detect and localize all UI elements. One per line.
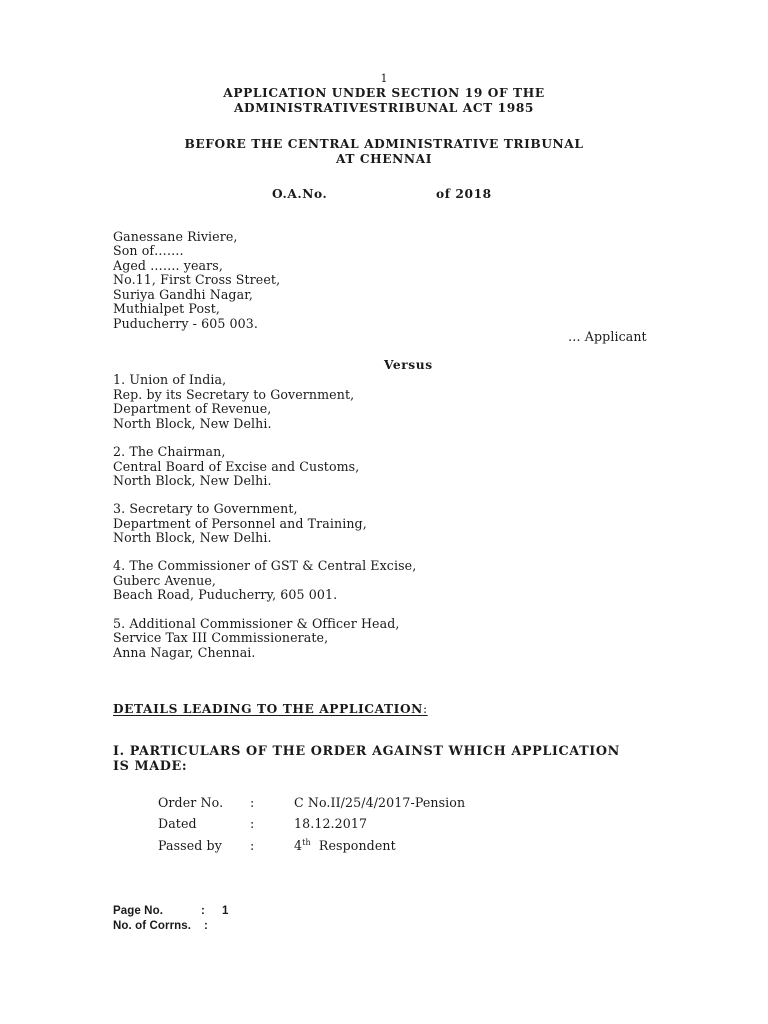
oa-number-label: O.A.No. [272, 187, 328, 201]
applicant-line: Muthialpet Post, [113, 301, 220, 316]
passed-by-text: Respondent [318, 838, 396, 853]
footer-page-value: 1 [222, 905, 229, 917]
footer-corrns-sep: : [204, 920, 208, 932]
particulars-line-2: IS MADE: [113, 759, 188, 774]
respondent-line: 3. Secretary to Government, [113, 501, 298, 516]
respondent-line: North Block, New Delhi. [113, 473, 272, 488]
details-heading-text: DETAILS LEADING TO THE APPLICATION [113, 702, 423, 716]
details-heading-colon: : [422, 702, 428, 716]
details-heading [113, 702, 428, 717]
title-line-2: ADMINISTRATIVESTRIBUNAL ACT 1985 [234, 101, 534, 115]
respondent-line: 1. Union of India, [113, 372, 227, 387]
applicant-line: Suriya Gandhi Nagar, [113, 287, 254, 302]
applicant-role: … Applicant [568, 329, 647, 344]
footer-corrns-label: No. of Corrns. [113, 920, 192, 932]
footer-page-sep: : [201, 905, 205, 917]
passed-by-value [294, 839, 396, 854]
respondent-line: 2. The Chairman, [113, 444, 226, 459]
respondent-line: North Block, New Delhi. [113, 416, 272, 431]
respondent-line: Service Tax III Commissionerate, [113, 630, 329, 645]
applicant-line: Ganessane Riviere, [113, 229, 238, 244]
order-no-label: Order No. [158, 795, 224, 810]
tribunal-line-2: AT CHENNAI [335, 152, 433, 166]
respondent-line: Anna Nagar, Chennai. [113, 645, 256, 660]
respondent-line: Guberc Avenue, [113, 573, 216, 588]
respondent-line: Rep. by its Secretary to Government, [113, 387, 355, 402]
applicant-line: Son of……. [113, 243, 184, 258]
applicant-line: Aged ……. years, [113, 258, 223, 273]
applicant-line: No.11, First Cross Street, [113, 272, 281, 287]
tribunal-line-1: BEFORE THE CENTRAL ADMINISTRATIVE TRIBUNAL [184, 137, 584, 151]
respondent-line: 5. Additional Commissioner & Officer Head, [113, 616, 400, 631]
respondent-line: Department of Revenue, [113, 401, 272, 416]
oa-year: of 2018 [436, 187, 492, 201]
passed-by-suffix: th [302, 837, 311, 847]
title-line-1: APPLICATION UNDER SECTION 19 OF THE [223, 86, 545, 100]
dated-label: Dated [158, 816, 197, 831]
respondent-line: Department of Personnel and Training, [113, 516, 367, 531]
page-number: 1 [380, 72, 388, 85]
passed-by-sep: : [250, 838, 255, 853]
dated-value: 18.12.2017 [294, 816, 368, 831]
order-no-sep: : [250, 795, 255, 810]
particulars-line-1: I. PARTICULARS OF THE ORDER AGAINST WHICH APPLICATION [113, 744, 620, 759]
passed-by-label: Passed by [158, 838, 222, 853]
applicant-line: Puducherry - 605 003. [113, 316, 258, 331]
versus-heading: Versus [384, 358, 433, 372]
order-no-value: C No.II/25/4/2017-Pension [294, 795, 466, 810]
respondent-line: 4. The Commissioner of GST & Central Excise, [113, 558, 417, 573]
respondent-line: North Block, New Delhi. [113, 530, 272, 545]
respondent-line: Beach Road, Puducherry, 605 001. [113, 587, 338, 602]
footer-page-label: Page No. [113, 905, 164, 917]
passed-by-number: 4 [294, 838, 303, 853]
respondent-line: Central Board of Excise and Customs, [113, 459, 360, 474]
dated-sep: : [250, 816, 255, 831]
